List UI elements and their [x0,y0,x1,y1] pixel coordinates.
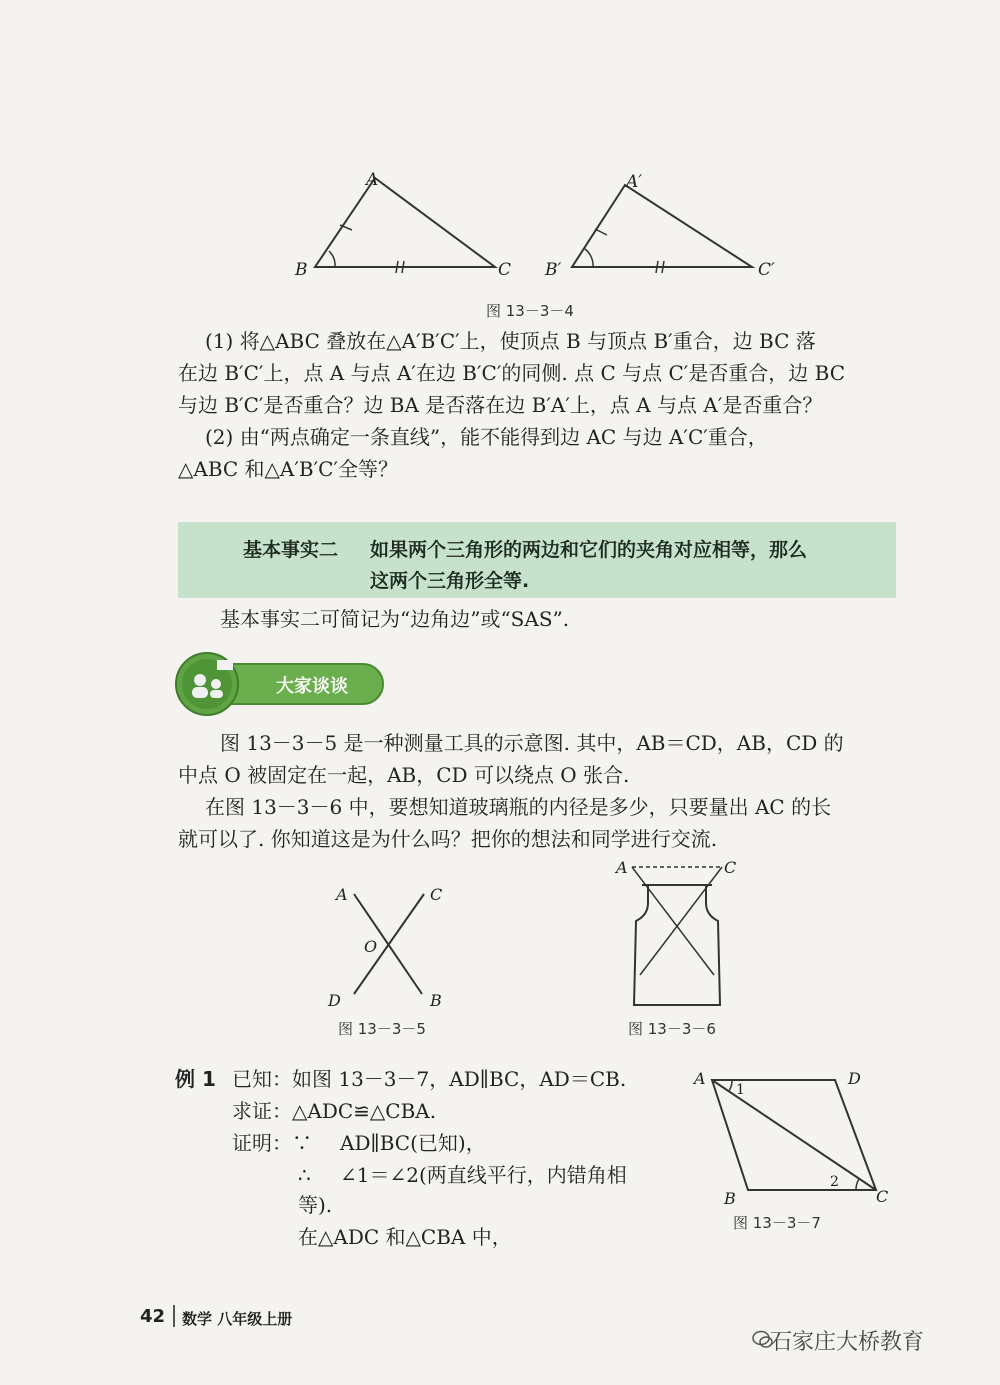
label-a: A [616,858,628,877]
tick-bc-2 [402,261,404,273]
book-title: 数学 八年级上册 [182,1310,293,1328]
label-c: C [430,885,443,904]
example-label: 例 1 [175,1067,216,1091]
q2-line2: △ABC 和△A′B′C′全等？ [178,457,398,481]
label-c: C [498,260,512,280]
bottle [634,885,720,1005]
example-proof-1: AD∥BC(已知)， [340,1131,486,1155]
basic-fact-label: 基本事实二 [243,539,339,561]
tick-ab-prime [595,229,607,235]
segment-c-tool [640,867,722,975]
caption-13-3-5: 图 13－3－5 [338,1020,426,1038]
discussion-p1-line1: 图 13－3－5 是一种测量工具的示意图. 其中，AB＝CD，AB，CD 的 [220,731,844,755]
label-c: C [724,858,737,877]
person-icon [194,674,206,686]
angle-b-prime-arc [585,249,593,267]
example-given: 已知：如图 13－3－7，AD∥BC，AD＝CB. [232,1067,627,1091]
q2-line1: (2) 由“两点确定一条直线”，能不能得到边 AC 与边 A′C′重合， [205,425,768,449]
tick-bc-prime-2 [662,261,664,273]
speech-bubble-icon [217,660,233,670]
example-proof-3: 等). [298,1193,333,1217]
label-d: D [328,991,341,1010]
discussion-badge-label: 大家谈谈 [276,676,348,697]
footer-divider [173,1305,175,1327]
figure-13-3-6 [610,855,750,1015]
label-a: A [694,1069,706,1088]
caption-13-3-4: 图 13－3－4 [486,302,574,320]
label-b: B [430,991,442,1010]
figure-13-3-5 [320,880,460,1020]
label-angle-1: 1 [736,1082,745,1098]
caption-13-3-7: 图 13－3－7 [733,1214,821,1232]
angle-1-arc [729,1080,732,1091]
label-c: C [876,1187,889,1206]
discussion-p2-line1: 在图 13－3－6 中，要想知道玻璃瓶的内径是多少，只要量出 AC 的长 [205,795,832,819]
discussion-p2-line2: 就可以了. 你知道这是为什么吗？把你的想法和同学进行交流. [178,827,718,851]
label-d: D [848,1069,861,1088]
figure-13-3-7 [690,1062,900,1212]
discussion-p1-line2: 中点 O 被固定在一起，AB，CD 可以绕点 O 张合. [178,763,630,787]
basic-fact-line1: 如果两个三角形的两边和它们的夹角对应相等，那么 [370,539,808,561]
label-o: O [364,937,378,956]
label-b: B [295,260,308,280]
segment-a-tool [632,867,714,975]
angle-2-arc [856,1179,859,1190]
example-proof-label: 证明：∵ [232,1131,312,1155]
q1-line1: (1) 将△ABC 叠放在△A′B′C′上，使顶点 B 与顶点 B′重合，边 BC 落 [205,329,816,353]
label-b: B [724,1189,736,1208]
watermark-text: 石家庄大桥教育 [770,1330,925,1355]
label-b-prime: B′ [545,260,562,280]
q1-line3: 与边 B′C′是否重合？边 BA 是否落在边 B′A′上，点 A 与点 A′是否重合？ [178,393,823,417]
caption-13-3-6: 图 13－3－6 [628,1020,716,1038]
example-proof-2: ∠1＝∠2(两直线平行，内错角相 [340,1163,627,1187]
angle-b-arc [329,251,335,267]
triangle-abc [315,178,495,267]
example-proof-4: 在△ADC 和△CBA 中， [298,1225,512,1249]
label-a-prime: A′ [626,172,643,192]
tick-bc-1 [396,261,398,273]
label-a: A [366,170,379,190]
q1-line2: 在边 B′C′上，点 A 与点 A′在边 B′C′的同侧. 点 C 与点 C′是否重合，边 BC [178,361,846,385]
example-prove: 求证：△ADC≌△CBA. [232,1099,437,1123]
basic-fact-line2: 这两个三角形全等. [370,570,530,592]
label-a: A [336,885,348,904]
label-c-prime: C′ [758,260,775,280]
figure-13-3-4 [280,165,800,295]
page-number: 42 [140,1306,166,1327]
example-therefore: ∴ [298,1163,311,1187]
label-angle-2: 2 [830,1174,839,1190]
triangle-abc-prime [572,185,752,267]
sas-note: 基本事实二可简记为“边角边”或“SAS”. [220,607,570,631]
tick-bc-prime-1 [656,261,658,273]
